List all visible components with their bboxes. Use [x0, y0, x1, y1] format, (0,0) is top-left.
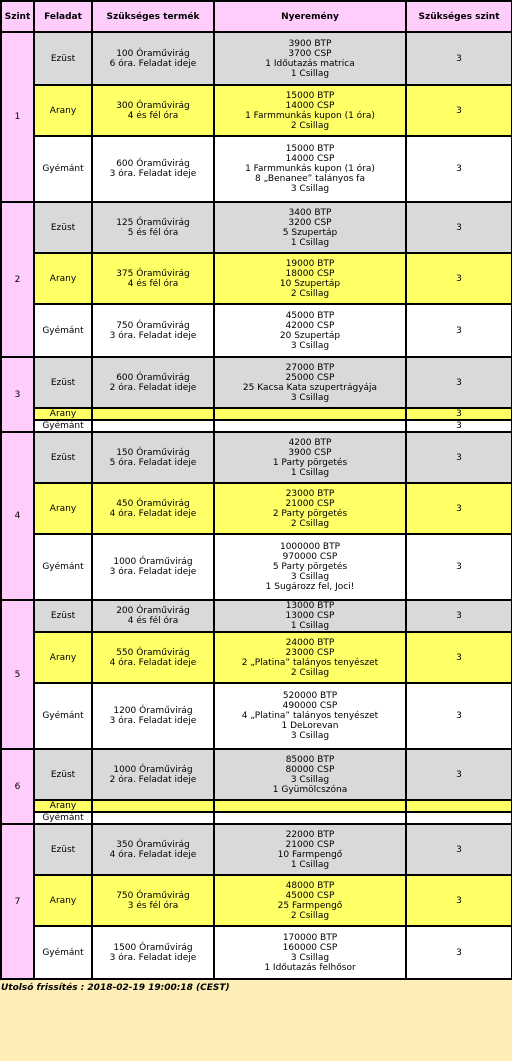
- reward-line: 4200 BTP: [288, 437, 332, 448]
- reward-line: 5 Party pörgetés: [272, 562, 348, 572]
- reward-line: 4 „Platina” talányos tenyészet: [241, 711, 379, 721]
- required-level-cell: 3: [406, 432, 512, 483]
- task-cell: Ezüst: [34, 32, 92, 85]
- task-cell: Gyémánt: [34, 812, 92, 824]
- product-cell: [92, 926, 214, 979]
- product-line: 4 és fél óra: [127, 278, 179, 289]
- reward-line: 1 Sugározz fel, Joci!: [265, 582, 355, 592]
- required-level-cell: 3: [406, 408, 512, 420]
- table-row: [1, 202, 512, 253]
- reward-line: 1 Csillag: [290, 237, 330, 248]
- required-level-cell: 3: [406, 534, 512, 600]
- product-line: 6 óra. Feladat ideje: [109, 58, 197, 69]
- header-product: Szükséges termék: [92, 1, 214, 32]
- product-line: 750 Óraművirág: [116, 890, 190, 901]
- reward-line: 8 „Benanee” talányos fa: [255, 174, 365, 184]
- required-level-cell: 3: [406, 600, 512, 632]
- product-line: 4 óra. Feladat ideje: [109, 508, 197, 519]
- reward-cell: [214, 749, 406, 800]
- table-row: [1, 600, 512, 632]
- reward-line: 25000 CSP: [285, 372, 335, 383]
- reward-line: 1 Farmmunkás kupon (1 óra): [245, 110, 375, 121]
- reward-line: 85000 BTP: [285, 754, 335, 765]
- reward-cell: [214, 683, 406, 749]
- reward-cell: [214, 926, 406, 979]
- reward-cell: [214, 357, 406, 408]
- reward-line: 2 Csillag: [290, 120, 330, 131]
- reward-line: 2 Party pörgetés: [272, 508, 348, 519]
- reward-line: 1000000 BTP: [279, 542, 341, 552]
- table-row: [1, 357, 512, 408]
- task-cell: Ezüst: [34, 749, 92, 800]
- reward-line: 490000 CSP: [282, 701, 338, 711]
- product-cell: [92, 253, 214, 304]
- reward-line: 3 Csillag: [290, 572, 330, 582]
- product-line: 4 óra. Feladat ideje: [109, 657, 197, 668]
- reward-line: 22000 BTP: [285, 829, 335, 840]
- required-level-cell: 3: [406, 202, 512, 253]
- reward-line: 48000 BTP: [285, 880, 335, 891]
- product-cell: [92, 357, 214, 408]
- required-level-cell: [406, 812, 512, 824]
- reward-line: 21000 CSP: [285, 839, 335, 850]
- reward-line: 27000 BTP: [285, 362, 335, 373]
- table-row: [1, 420, 512, 432]
- reward-line: 520000 BTP: [282, 691, 338, 701]
- task-cell: Gyémánt: [34, 304, 92, 357]
- reward-line: 2 Csillag: [290, 667, 330, 678]
- reward-cell: [214, 202, 406, 253]
- product-line: 3 óra. Feladat ideje: [109, 716, 197, 726]
- reward-line: 3400 BTP: [288, 207, 332, 218]
- reward-line: 15000 BTP: [285, 90, 335, 101]
- product-line: 550 Óraművirág: [116, 647, 190, 658]
- product-line: 1000 Óraművirág: [113, 557, 193, 567]
- reward-line: 23000 BTP: [285, 488, 335, 499]
- reward-cell: [214, 253, 406, 304]
- header-task: Feladat: [34, 1, 92, 32]
- product-cell: [92, 304, 214, 357]
- product-cell: [92, 749, 214, 800]
- required-level-cell: 3: [406, 32, 512, 85]
- reward-line: 14000 CSP: [285, 154, 335, 164]
- task-cell: Arany: [34, 85, 92, 136]
- table-row: [1, 683, 512, 749]
- task-cell: Arany: [34, 253, 92, 304]
- reward-line: 42000 CSP: [285, 320, 335, 331]
- product-cell: [92, 202, 214, 253]
- task-cell: Ezüst: [34, 824, 92, 875]
- level-cell: 5: [1, 600, 34, 749]
- reward-line: 3900 CSP: [288, 447, 332, 458]
- reward-line: 3900 BTP: [288, 38, 332, 49]
- reward-line: 970000 CSP: [282, 552, 338, 562]
- reward-cell: [214, 32, 406, 85]
- product-line: 1200 Óraművirág: [113, 706, 193, 716]
- required-level-cell: 3: [406, 875, 512, 926]
- table-row: [1, 875, 512, 926]
- product-line: 150 Óraművirág: [116, 447, 190, 458]
- reward-line: 2 Csillag: [290, 518, 330, 529]
- reward-cell: [214, 632, 406, 683]
- reward-line: 80000 CSP: [285, 764, 335, 775]
- product-cell: [92, 483, 214, 534]
- product-cell: [92, 136, 214, 202]
- required-level-cell: 3: [406, 683, 512, 749]
- product-line: 100 Óraművirág: [116, 48, 190, 59]
- table-row: [1, 408, 512, 420]
- required-level-cell: 3: [406, 253, 512, 304]
- product-line: 4 és fél óra: [127, 616, 179, 626]
- reward-line: 5 Szupertáp: [282, 227, 338, 238]
- required-level-cell: 3: [406, 136, 512, 202]
- reward-line: 45000 CSP: [285, 890, 335, 901]
- reward-line: 160000 CSP: [282, 942, 338, 953]
- required-level-cell: 3: [406, 357, 512, 408]
- reward-line: 1 Időutazás felhősor: [264, 962, 356, 973]
- product-cell: [92, 875, 214, 926]
- product-cell: [92, 824, 214, 875]
- product-line: 3 óra. Feladat ideje: [109, 169, 197, 179]
- reward-line: 3 Csillag: [290, 952, 330, 963]
- level-cell: 1: [1, 32, 34, 202]
- reward-cell: [214, 812, 406, 824]
- product-line: 600 Óraművirág: [116, 159, 190, 169]
- quest-body: [1, 32, 512, 979]
- task-cell: Ezüst: [34, 600, 92, 632]
- required-level-cell: [406, 800, 512, 812]
- product-line: 3 óra. Feladat ideje: [109, 330, 197, 341]
- reward-line: 13000 CSP: [285, 611, 335, 621]
- header-required-level: Szükséges szint: [406, 1, 512, 32]
- reward-line: 14000 CSP: [285, 100, 335, 111]
- reward-cell: [214, 824, 406, 875]
- reward-line: 3 Csillag: [290, 392, 330, 403]
- product-line: 3 óra. Feladat ideje: [109, 567, 197, 577]
- required-level-cell: 3: [406, 749, 512, 800]
- reward-line: 20 Szupertáp: [279, 330, 341, 341]
- reward-cell: [214, 304, 406, 357]
- product-line: 350 Óraművirág: [116, 839, 190, 850]
- reward-line: 10 Farmpengő: [277, 849, 343, 860]
- required-level-cell: 3: [406, 85, 512, 136]
- product-cell: [92, 683, 214, 749]
- task-cell: Arany: [34, 875, 92, 926]
- reward-cell: [214, 600, 406, 632]
- reward-line: 13000 BTP: [285, 601, 335, 611]
- reward-cell: [214, 136, 406, 202]
- task-cell: Gyémánt: [34, 534, 92, 600]
- product-line: 1500 Óraművirág: [113, 942, 193, 953]
- table-row: [1, 749, 512, 800]
- required-level-cell: 3: [406, 420, 512, 432]
- product-line: 2 óra. Feladat ideje: [109, 382, 197, 393]
- product-cell: [92, 408, 214, 420]
- required-level-cell: 3: [406, 926, 512, 979]
- reward-line: 170000 BTP: [282, 932, 338, 943]
- product-line: 125 Óraművirág: [116, 217, 190, 228]
- table-row: [1, 534, 512, 600]
- product-cell: [92, 800, 214, 812]
- required-level-cell: 3: [406, 483, 512, 534]
- reward-line: 23000 CSP: [285, 647, 335, 658]
- level-cell: 3: [1, 357, 34, 432]
- last-update: Utolsó frissítés : 2018-02-19 19:00:18 (CEST): [1, 983, 230, 993]
- level-cell: 2: [1, 202, 34, 357]
- reward-line: 18000 CSP: [285, 268, 335, 279]
- product-cell: [92, 632, 214, 683]
- task-cell: Arany: [34, 632, 92, 683]
- reward-line: 2 Csillag: [290, 910, 330, 921]
- reward-line: 2 Csillag: [290, 288, 330, 299]
- product-line: 1000 Óraművirág: [113, 764, 193, 775]
- product-line: 600 Óraművirág: [116, 372, 190, 383]
- level-cell: 7: [1, 824, 34, 979]
- reward-line: 3 Csillag: [290, 184, 330, 194]
- header-row: [1, 1, 512, 32]
- reward-line: 1 Időutazás matrica: [265, 58, 355, 69]
- reward-line: 19000 BTP: [285, 258, 335, 269]
- reward-line: 3200 CSP: [288, 217, 332, 228]
- task-cell: Ezüst: [34, 432, 92, 483]
- reward-cell: [214, 800, 406, 812]
- product-cell: [92, 432, 214, 483]
- reward-line: 2 „Platina” talányos tenyészet: [241, 657, 379, 668]
- reward-line: 1 Csillag: [290, 68, 330, 79]
- reward-line: 3 Csillag: [290, 731, 330, 741]
- product-cell: [92, 32, 214, 85]
- product-line: 200 Óraművirág: [116, 606, 190, 616]
- reward-line: 25 Farmpengő: [277, 900, 343, 911]
- product-line: 3 óra. Feladat ideje: [109, 952, 197, 963]
- task-cell: Ezüst: [34, 202, 92, 253]
- header-level: Szint: [1, 1, 34, 32]
- table-row: [1, 304, 512, 357]
- task-cell: Arany: [34, 408, 92, 420]
- product-cell: [92, 534, 214, 600]
- task-cell: Gyémánt: [34, 926, 92, 979]
- reward-cell: [214, 420, 406, 432]
- product-line: 375 Óraművirág: [116, 268, 190, 279]
- reward-line: 3 Csillag: [290, 774, 330, 785]
- table-row: [1, 136, 512, 202]
- task-cell: Gyémánt: [34, 420, 92, 432]
- product-line: 300 Óraművirág: [116, 100, 190, 111]
- table-row: [1, 253, 512, 304]
- reward-cell: [214, 875, 406, 926]
- task-cell: Ezüst: [34, 357, 92, 408]
- header-reward: Nyeremény: [214, 1, 406, 32]
- required-level-cell: 3: [406, 632, 512, 683]
- product-line: 5 és fél óra: [127, 227, 179, 238]
- product-line: 750 Óraművirág: [116, 320, 190, 331]
- product-cell: [92, 600, 214, 632]
- reward-cell: [214, 483, 406, 534]
- reward-line: 3700 CSP: [288, 48, 332, 59]
- table-row: [1, 632, 512, 683]
- product-line: 450 Óraművirág: [116, 498, 190, 509]
- product-cell: [92, 812, 214, 824]
- reward-line: 21000 CSP: [285, 498, 335, 509]
- table-row: [1, 432, 512, 483]
- reward-line: 15000 BTP: [285, 144, 335, 154]
- reward-line: 1 Party pörgetés: [272, 457, 348, 468]
- task-cell: Gyémánt: [34, 683, 92, 749]
- reward-line: 1 Farmmunkás kupon (1 óra): [245, 164, 375, 174]
- reward-cell: [214, 85, 406, 136]
- product-line: 2 óra. Feladat ideje: [109, 774, 197, 785]
- level-cell: 4: [1, 432, 34, 600]
- task-cell: Arany: [34, 800, 92, 812]
- reward-line: 10 Szupertáp: [279, 278, 341, 289]
- reward-cell: [214, 432, 406, 483]
- product-cell: [92, 420, 214, 432]
- reward-line: 3 Csillag: [290, 340, 330, 351]
- table-row: [1, 32, 512, 85]
- reward-cell: [214, 534, 406, 600]
- product-line: 5 óra. Feladat ideje: [109, 457, 197, 468]
- product-cell: [92, 85, 214, 136]
- product-line: 4 és fél óra: [127, 110, 179, 121]
- reward-line: 1 Gyümölcszóna: [272, 784, 348, 795]
- reward-line: 1 DeLorevan: [281, 721, 339, 731]
- reward-line: 1 Csillag: [290, 859, 330, 870]
- level-cell: 6: [1, 749, 34, 824]
- task-cell: Arany: [34, 483, 92, 534]
- table-row: [1, 85, 512, 136]
- table-row: [1, 926, 512, 979]
- reward-line: 1 Csillag: [290, 621, 330, 631]
- table-row: [1, 824, 512, 875]
- reward-line: 45000 BTP: [285, 310, 335, 321]
- reward-line: 1 Csillag: [290, 467, 330, 478]
- task-cell: Gyémánt: [34, 136, 92, 202]
- table-row: [1, 800, 512, 812]
- reward-line: 24000 BTP: [285, 637, 335, 648]
- table-row: [1, 812, 512, 824]
- table-row: [1, 483, 512, 534]
- product-line: 4 óra. Feladat ideje: [109, 849, 197, 860]
- reward-cell: [214, 408, 406, 420]
- product-line: 3 és fél óra: [127, 900, 179, 911]
- required-level-cell: 3: [406, 824, 512, 875]
- required-level-cell: 3: [406, 304, 512, 357]
- reward-line: 25 Kacsa Kata szupertrágyája: [242, 382, 378, 393]
